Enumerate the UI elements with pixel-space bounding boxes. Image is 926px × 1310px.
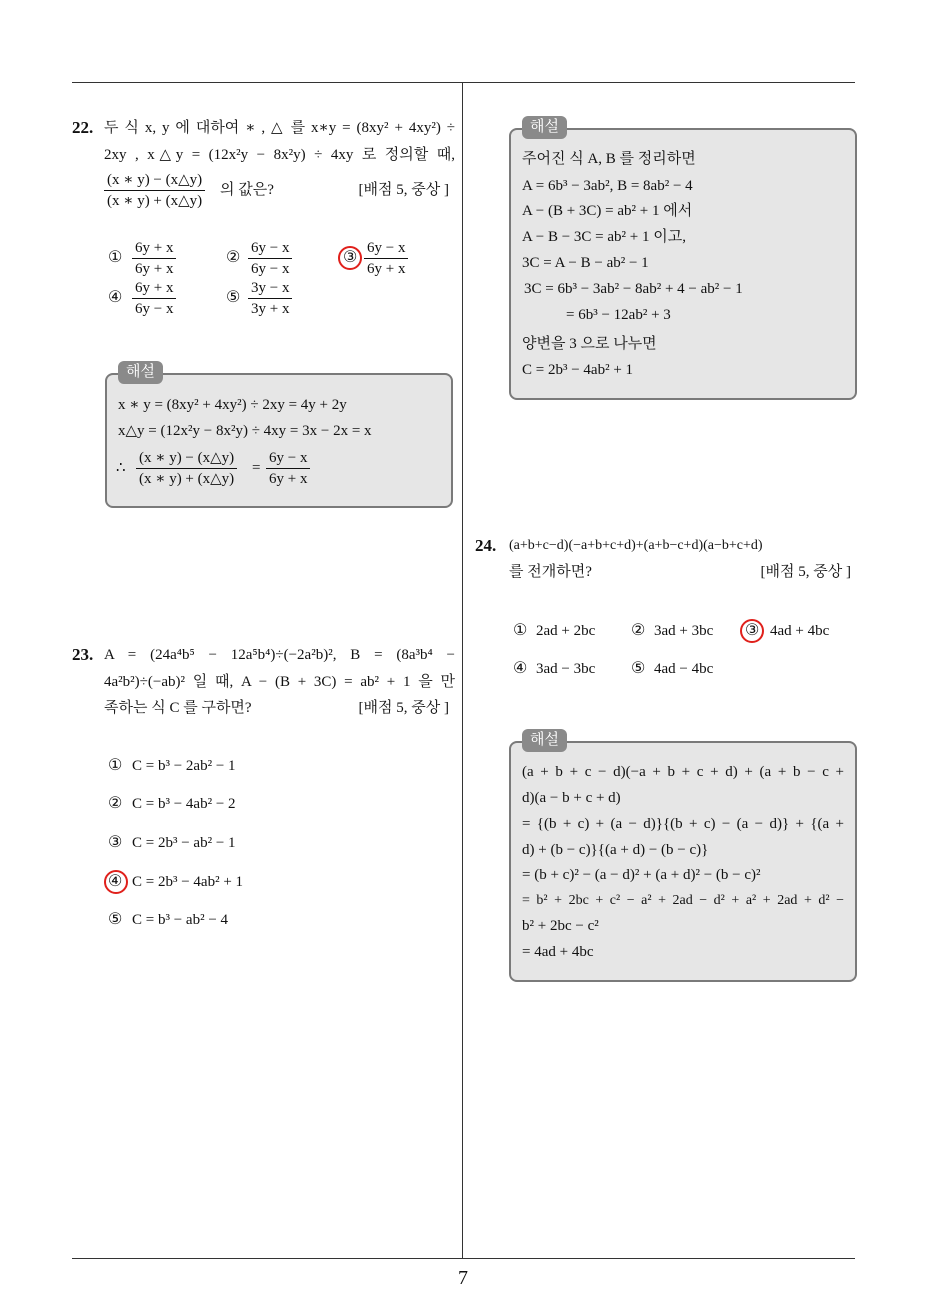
solution-23-line: 주어진 식 A, B 를 정리하면: [522, 151, 696, 167]
choice-mark: ③: [108, 834, 123, 851]
fraction-denominator: 6y − x: [135, 301, 174, 317]
solution-23-line: A − B − 3C = ab² + 1 이고,: [522, 229, 686, 245]
choice-text: 2ad + 2bc: [536, 623, 596, 639]
solution-23-line: 3C = A − B − ab² − 1: [522, 255, 649, 271]
problem-23-line-1: A = (24a⁴b⁵ − 12a⁵b⁴)÷(−2a²b)², B = (8a³b⁴ −: [104, 647, 455, 663]
problem-22-line-2: 2xy , x△y = (12x²y − 8x²y) ÷ 4xy 로 정의할 때,: [104, 147, 455, 163]
fraction-numerator: 6y + x: [132, 279, 176, 299]
top-rule: [72, 82, 855, 83]
choice-text: C = b³ − 4ab² − 2: [132, 796, 236, 812]
solution-24-line: = (b + c)² − (a − d)² + (a + d)² − (b − c)²: [522, 867, 761, 883]
choice-mark: ③: [745, 622, 760, 639]
choice-text: C = b³ − 2ab² − 1: [132, 758, 236, 774]
choice-mark: ⑤: [631, 660, 646, 677]
choice-mark: ②: [631, 622, 646, 639]
fraction-numerator: 6y − x: [248, 239, 292, 259]
fraction-numerator: 6y + x: [132, 239, 176, 259]
solution-23-line: A = 6b³ − 3ab², B = 8ab² − 4: [522, 178, 693, 194]
solution-label: 해설: [522, 729, 567, 752]
solution-22-fraction-left: [136, 449, 237, 488]
choice-mark: ⑤: [226, 289, 241, 306]
choice-mark: ②: [108, 795, 123, 812]
bottom-rule: [72, 1258, 855, 1259]
fraction-numerator: (x ∗ y) − (x△y): [104, 171, 205, 191]
fraction-numerator: (x ∗ y) − (x△y): [136, 449, 237, 469]
choice-text: 4ad + 4bc: [770, 623, 830, 639]
answer-circle-mark: [104, 870, 128, 894]
equals-sign: =: [252, 460, 261, 476]
page-number: 7: [458, 1267, 468, 1289]
answer-circle-mark: [338, 246, 362, 270]
problem-22-fraction: [104, 171, 205, 210]
problem-22-line-1: 두 식 x, y 에 대하여 ∗ , △ 를 x∗y = (8xy² + 4xy²) ÷: [104, 120, 455, 136]
fraction-denominator: (x ∗ y) + (x△y): [139, 471, 235, 487]
choice-mark: ③: [343, 249, 358, 266]
choice-mark: ⑤: [108, 911, 123, 928]
fraction-numerator: 6y − x: [266, 449, 310, 469]
choice-text: C = b³ − ab² − 4: [132, 912, 229, 928]
choice-mark: ①: [513, 622, 528, 639]
problem-23-score: [배점 5, 중상 ]: [358, 700, 449, 716]
choice-text: 3ad − 3bc: [536, 661, 596, 677]
solution-24-line: d)(a − b + c + d): [522, 790, 621, 806]
solution-22-line-1: x ∗ y = (8xy² + 4xy²) ÷ 2xy = 4y + 2y: [118, 397, 347, 413]
solution-22-line-2: x△y = (12x²y − 8x²y) ÷ 4xy = 3x − 2x = x: [118, 423, 372, 439]
therefore-symbol: ∴: [116, 460, 126, 476]
problem-24-number: 24.: [475, 536, 497, 555]
choice-text: C = 2b³ − 4ab² + 1: [132, 874, 244, 890]
solution-23-line: 3C = 6b³ − 3ab² − 8ab² + 4 − ab² − 1: [524, 281, 743, 297]
problem-23-line-2: 4a²b²)÷(−ab)² 일 때, A − (B + 3C) = ab² + 1 을 만: [104, 674, 455, 690]
solution-24-line: = {(b + c) + (a − d)}{(b + c) − (a − d)} + {(a +: [522, 816, 844, 832]
choice-2-fraction: [248, 239, 292, 278]
fraction-denominator: 3y + x: [251, 301, 290, 317]
solution-24-line: = b² + 2bc + c² − a² + 2ad − d² + a² + 2ad + d² −: [522, 893, 844, 908]
choice-text: 4ad − 4bc: [654, 661, 714, 677]
problem-24-score: [배점 5, 중상 ]: [760, 564, 851, 580]
solution-24-line: (a + b + c − d)(−a + b + c + d) + (a + b − c +: [522, 764, 844, 780]
choice-text: 3ad + 3bc: [654, 623, 714, 639]
problem-23-number: 23.: [72, 645, 94, 664]
choice-mark: ④: [108, 289, 123, 306]
choice-mark: ①: [108, 757, 123, 774]
fraction-denominator: 6y − x: [251, 261, 290, 277]
solution-23-line: 양변을 3 으로 나누면: [522, 336, 657, 352]
fraction-numerator: 3y − x: [248, 279, 292, 299]
solution-label: 해설: [522, 116, 567, 139]
choice-text: C = 2b³ − ab² − 1: [132, 835, 236, 851]
solution-23-line: C = 2b³ − 4ab² + 1: [522, 362, 634, 378]
problem-22-score: [배점 5, 중상 ]: [358, 182, 449, 198]
fraction-denominator: 6y + x: [367, 261, 406, 277]
choice-3-fraction: [364, 239, 408, 278]
column-divider: [462, 82, 463, 1258]
choice-mark: ④: [513, 660, 528, 677]
choice-mark: ②: [226, 249, 241, 266]
problem-24-line-2: 를 전개하면?: [509, 564, 592, 580]
fraction-denominator: 6y + x: [135, 261, 174, 277]
solution-24-line: b² + 2bc − c²: [522, 918, 599, 934]
solution-22-fraction-right: [266, 449, 310, 488]
solution-24-line: d) + (b − c)}{(a + d) − (b − c)}: [522, 842, 709, 858]
problem-22-number: 22.: [72, 118, 94, 137]
choice-mark: ④: [108, 873, 123, 890]
choice-mark: ①: [108, 249, 123, 266]
fraction-denominator: (x ∗ y) + (x△y): [107, 193, 203, 209]
problem-22-question: 의 값은?: [220, 182, 274, 198]
problem-24-line-1: (a+b+c−d)(−a+b+c+d)+(a+b−c+d)(a−b+c+d): [509, 538, 763, 553]
fraction-denominator: 6y + x: [269, 471, 308, 487]
choice-5-fraction: [248, 279, 292, 318]
problem-23-line-3: 족하는 식 C 를 구하면?: [104, 700, 252, 716]
fraction-numerator: 6y − x: [364, 239, 408, 259]
solution-23-line: = 6b³ − 12ab² + 3: [566, 307, 671, 323]
choice-4-fraction: [132, 279, 176, 318]
solution-24-line: = 4ad + 4bc: [522, 944, 594, 960]
solution-label: 해설: [118, 361, 163, 384]
choice-1-fraction: [132, 239, 176, 278]
solution-23-line: A − (B + 3C) = ab² + 1 에서: [522, 203, 693, 219]
answer-circle-mark: [740, 619, 764, 643]
